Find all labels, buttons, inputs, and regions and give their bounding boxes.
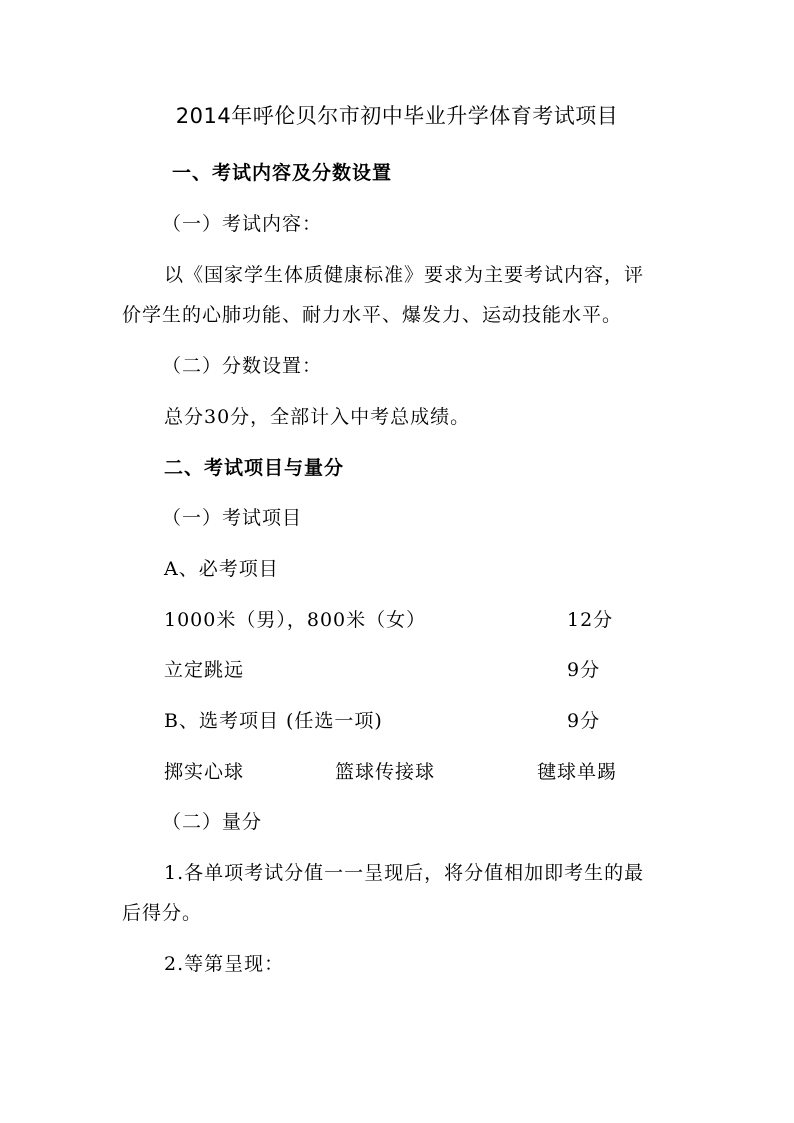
page-title: 2014年呼伦贝尔市初中毕业升学体育考试项目 (175, 104, 619, 128)
section1-sub2-heading: （二）分数设置： (162, 355, 323, 377)
elective-score: 9分 (567, 710, 601, 732)
elective-option-2: 篮球传接球 (335, 761, 436, 783)
elective-option-3: 毽球单踢 (537, 761, 618, 783)
section2-sub2-heading: （二）量分 (162, 811, 263, 833)
required-item-2-name: 立定跳远 (164, 659, 245, 681)
section1-heading: 一、考试内容及分数设置 (172, 162, 393, 184)
required-item-1-name: 1000米（男），800米（女） (164, 609, 427, 631)
required-item-1-score: 12分 (567, 609, 614, 631)
item2: 2.等第呈现： (164, 953, 285, 975)
section1-sub1-para-line2: 价学生的心肺功能、耐力水平、爆发力、运动技能水平。 (122, 304, 623, 326)
section2-heading: 二、考试项目与量分 (164, 457, 345, 479)
item1-line1: 1.各单项考试分值一一呈现后，将分值相加即考生的最 (164, 862, 645, 884)
section2-sub1-heading: （一）考试项目 (162, 507, 303, 529)
required-item-2-score: 9分 (567, 659, 601, 681)
elective-option-1: 掷实心球 (164, 761, 245, 783)
section1-sub1-para-line1: 以《国家学生体质健康标准》要求为主要考试内容，评 (164, 264, 645, 286)
section1-sub1-heading: （一）考试内容： (162, 213, 323, 235)
item1-line2: 后得分。 (122, 902, 203, 924)
section1-sub2-para: 总分30分，全部计入中考总成绩。 (164, 406, 471, 428)
required-heading: A、必考项目 (164, 558, 279, 580)
elective-heading: B、选考项目 (任选一项) (164, 710, 383, 732)
